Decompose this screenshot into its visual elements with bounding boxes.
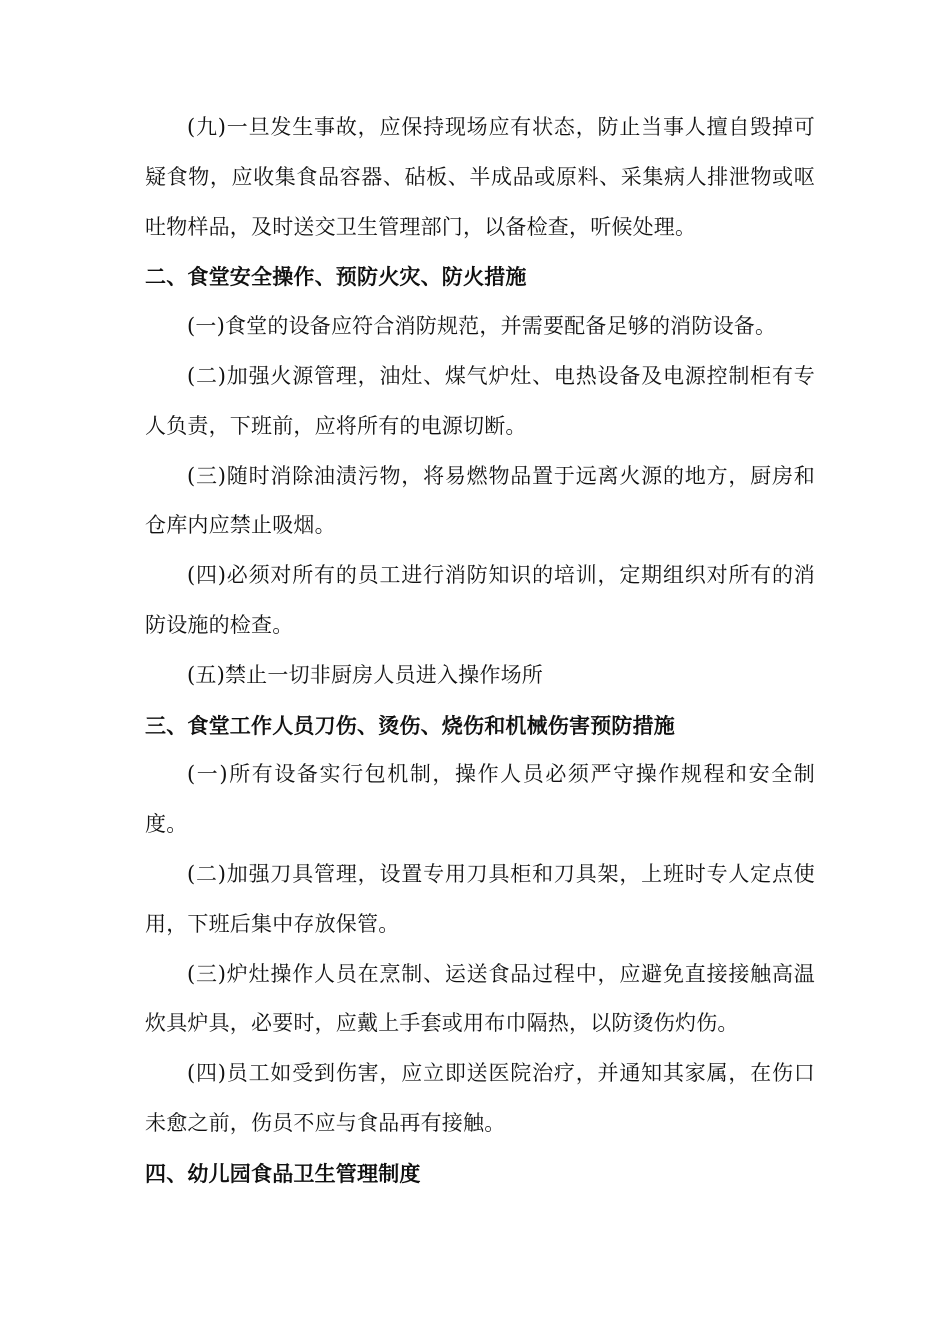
paragraph-accident-handling: (九)一旦发生事故，应保持现场应有状态，防止当事人擅自毁掉可疑食物，应收集食品容器、砧板、半成品或原料、采集病人排泄物或呕吐物样品，及时送交卫生管理部门，以备检查，听候处理。 bbox=[145, 115, 815, 239]
paragraph-burn-prevention: (三)炉灶操作人员在烹制、运送食品过程中，应避免直接接触高温炊具炉具，必要时，应戴上手套或用布巾隔热，以防烫伤灼伤。 bbox=[145, 961, 815, 1036]
section-heading-injury-prevention: 三、食堂工作人员刀伤、烫伤、烧伤和机械伤害预防措施 bbox=[145, 712, 675, 738]
document-body bbox=[145, 103, 815, 1199]
paragraph-injury-treatment: (四)员工如受到伤害，应立即送医院治疗，并通知其家属，在伤口未愈之前，伤员不应与食品再有接触。 bbox=[145, 1061, 815, 1135]
paragraph-oil-stain-removal: (三)随时消除油渍污物，将易燃物品置于远离火源的地方，厨房和仓库内应禁止吸烟。 bbox=[145, 463, 815, 538]
section-heading-fire-prevention: 二、食堂安全操作、预防火灾、防火措施 bbox=[145, 264, 527, 290]
paragraph-knife-management: (二)加强刀具管理，设置专用刀具柜和刀具架，上班时专人定点使用，下班后集中存放保管。 bbox=[145, 861, 815, 936]
paragraph-equipment-responsibility: (一)所有设备实行包机制，操作人员必须严守操作规程和安全制度。 bbox=[145, 762, 815, 837]
paragraph-fire-source-management: (二)加强火源管理，油灶、煤气炉灶、电热设备及电源控制柜有专人负责，下班前，应将所有的电源切断。 bbox=[145, 363, 815, 438]
paragraph-no-entry: (五)禁止一切非厨房人员进入操作场所 bbox=[187, 662, 543, 687]
section-heading-food-hygiene: 四、幼儿园食品卫生管理制度 bbox=[145, 1160, 421, 1186]
paragraph-fire-training: (四)必须对所有的员工进行消防知识的培训，定期组织对所有的消防设施的检查。 bbox=[145, 563, 815, 637]
paragraph-fire-equipment: (一)食堂的设备应符合消防规范，并需要配备足够的消防设备。 bbox=[187, 314, 777, 339]
